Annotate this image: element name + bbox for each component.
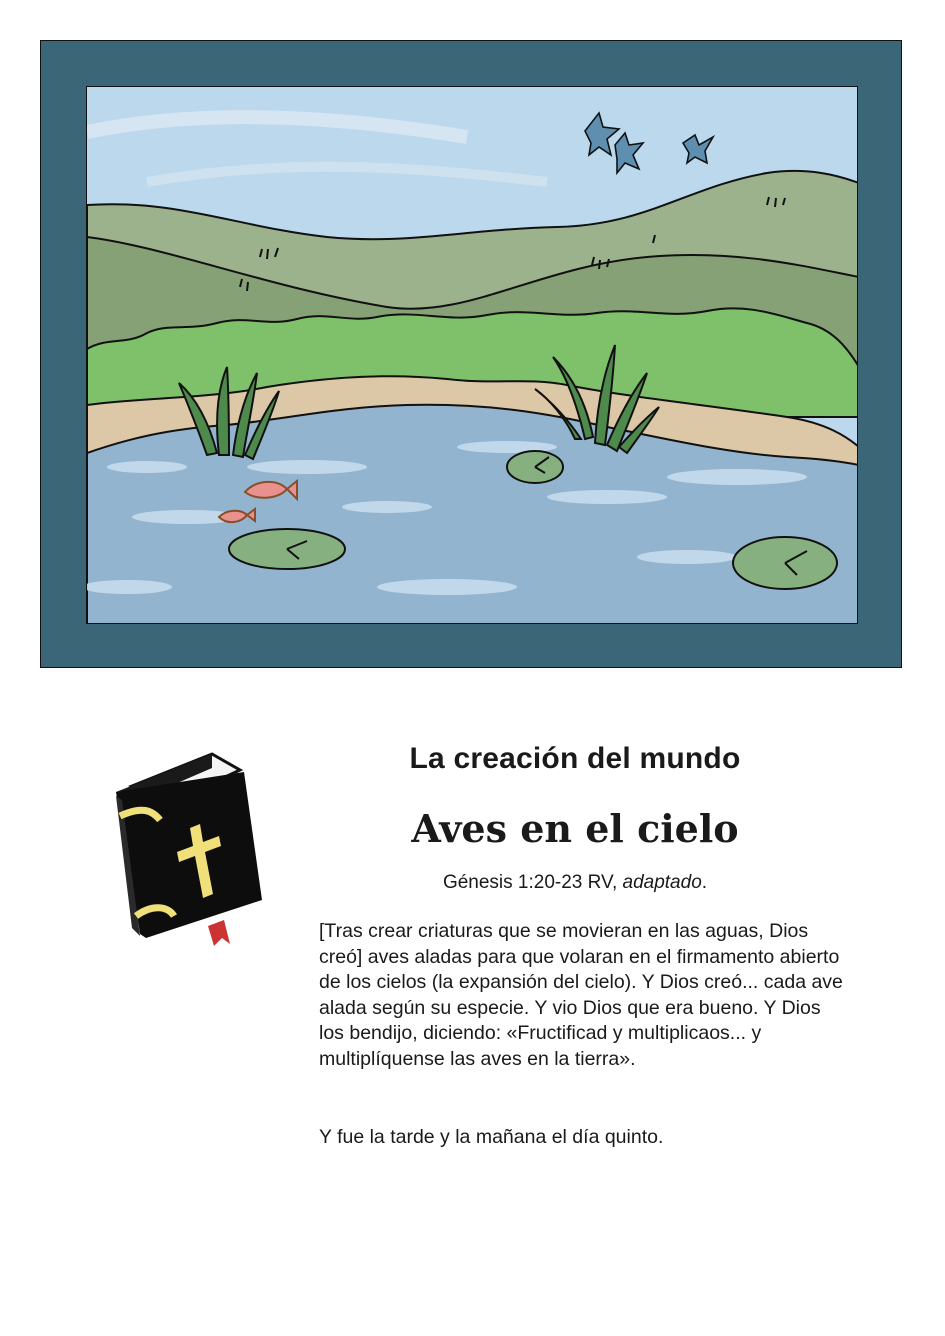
reference-note: adaptado (622, 872, 702, 893)
bird-icon (585, 113, 713, 173)
reference-trailing: . (701, 872, 708, 893)
scripture-passage: [Tras crear criaturas que se movieran en las aguas, Dios creó] aves aladas para que volaran en el firmamento abierto de los cielos (la expansión del cielo). Y Dios creó... cada ave alada según su especie. Y vio Dios que era bueno. Y Dios los bendijo, diciendo: «Fructificad y multiplicaos... y multiplíquense las aves en la tierra». (319, 920, 843, 1070)
series-title: La creación del mundo (409, 742, 741, 775)
reference-citation: Génesis 1:20-23 RV, (442, 872, 618, 893)
pond-scene-illustration (86, 86, 858, 624)
scripture-reference (300, 872, 850, 894)
passage-closing: Y fue la tarde y la mañana el día quinto. (319, 1126, 664, 1148)
lesson-title: Aves en el cielo (411, 806, 739, 851)
bible-icon (112, 748, 270, 954)
